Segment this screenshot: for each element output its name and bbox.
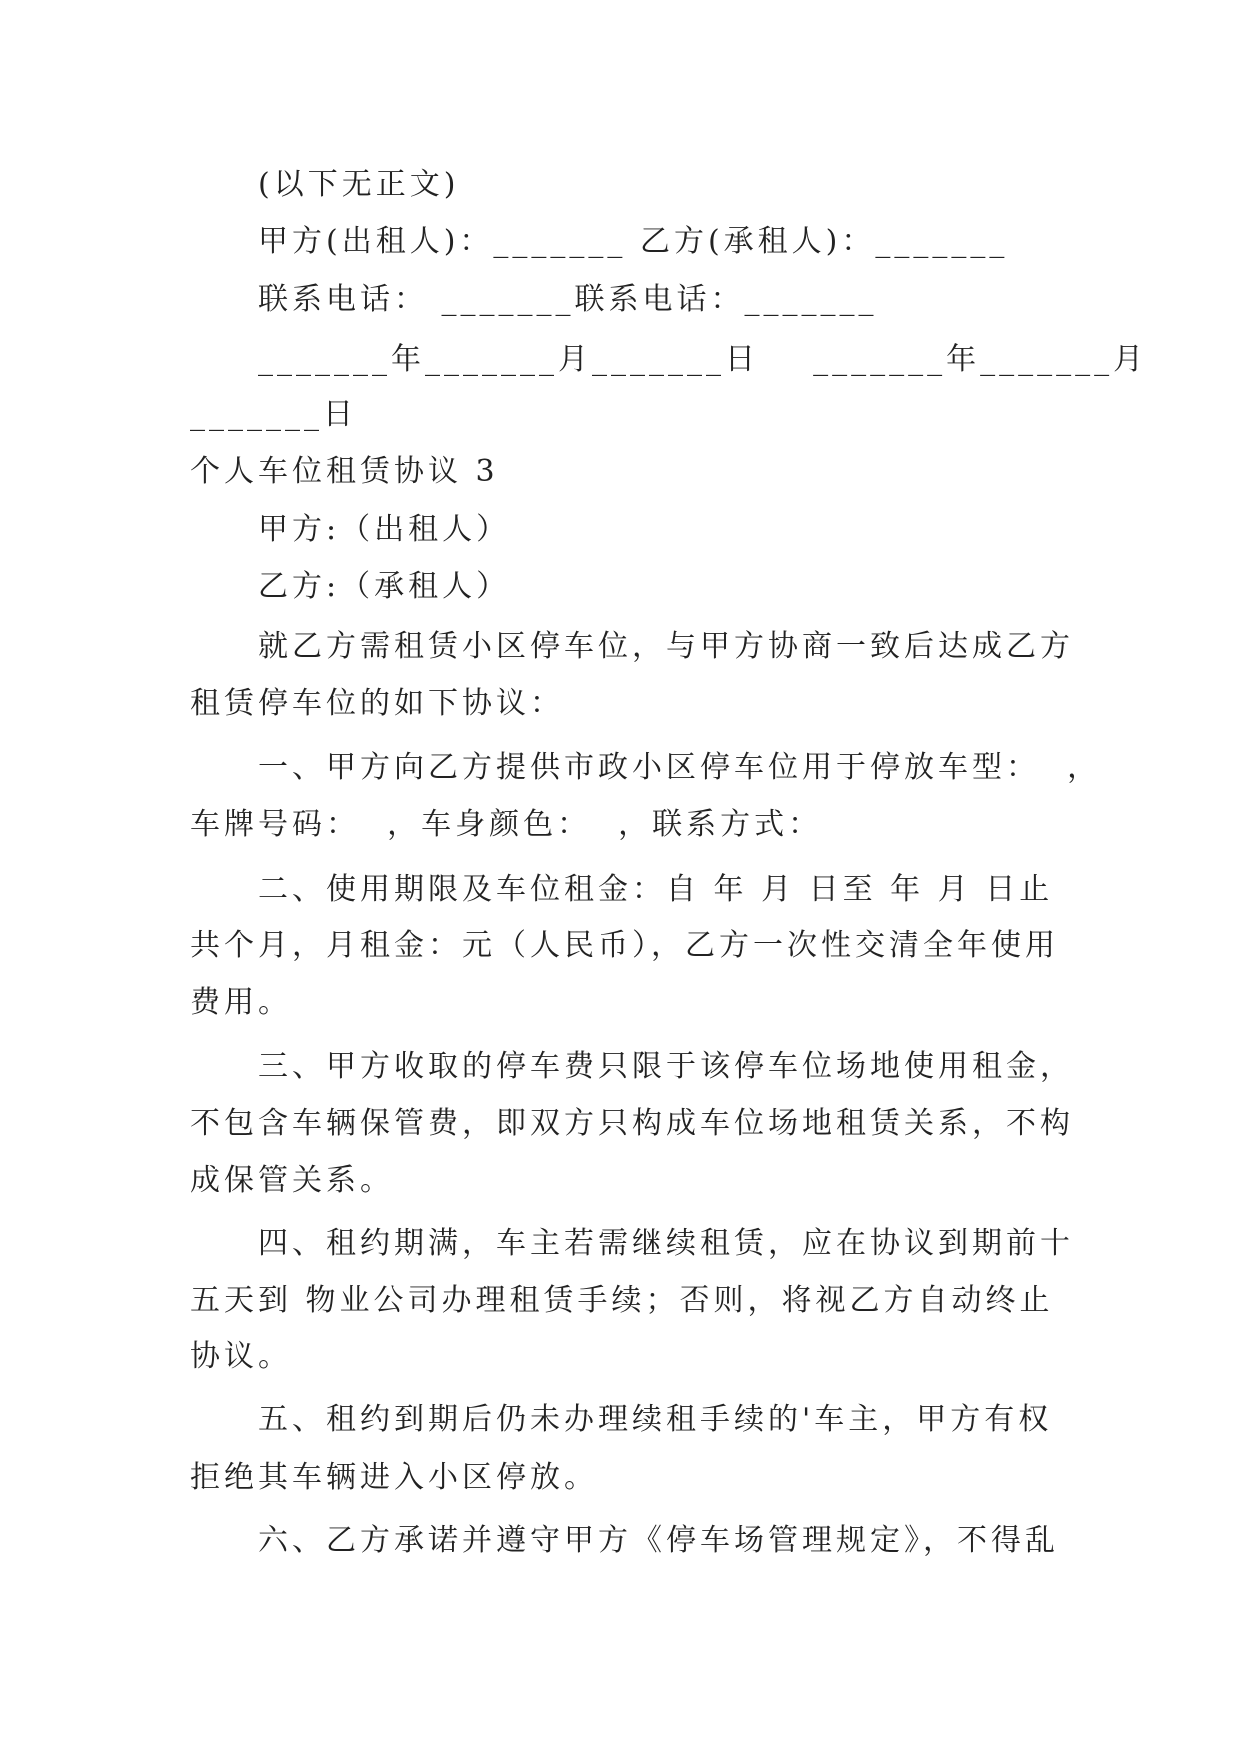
text-line: (以下无正文): [258, 167, 460, 202]
text-line: 一、甲方向乙方提供市政小区停车位用于停放车型： ，: [258, 750, 1102, 785]
text-line: 甲方(出租人)：_______ 乙方(承租人)：_______: [258, 224, 1009, 259]
text-line: 四、租约期满，车主若需继续租赁，应在协议到期前十: [258, 1226, 1074, 1261]
text-line: 五、租约到期后仍未办理续租手续的'车主，甲方有权: [258, 1402, 1053, 1437]
text-line: 六、乙方承诺并遵守甲方《停车场管理规定》，不得乱: [258, 1523, 1059, 1558]
text-line: 乙方:（承租人）: [258, 569, 511, 604]
text-line: 就乙方需租赁小区停车位，与甲方协商一致后达成乙方: [258, 629, 1074, 664]
text-line: 费用。: [190, 985, 292, 1020]
text-line: 成保管关系。: [190, 1163, 394, 1198]
text-line: 共个月，月租金：元（人民币），乙方一次性交清全年使用: [190, 928, 1059, 963]
text-line: _______日: [190, 397, 357, 432]
text-line: 二、使用期限及车位租金：自 年 月 日至 年 月 日止: [258, 872, 1054, 907]
text-line: 租赁停车位的如下协议：: [190, 686, 564, 721]
text-line: 协议。: [190, 1339, 292, 1374]
text-line: 甲方:（出租人）: [258, 512, 511, 547]
text-line: 拒绝其车辆进入小区停放。: [190, 1460, 598, 1495]
text-line: _______年_______月_______日 _______年_______月: [258, 342, 1148, 377]
text-line: 三、甲方收取的停车费只限于该停车位场地使用租金，: [258, 1049, 1074, 1084]
section-title: 个人车位租赁协议 3: [190, 454, 499, 489]
text-line: 五天到 物业公司办理租赁手续；否则，将视乙方自动终止: [190, 1283, 1054, 1318]
text-line: 车牌号码： ，车身颜色： ，联系方式：: [190, 807, 823, 842]
text-line: 不包含车辆保管费，即双方只构成车位场地租赁关系，不构: [190, 1106, 1074, 1141]
text-line: 联系电话： _______联系电话：_______: [258, 282, 878, 317]
